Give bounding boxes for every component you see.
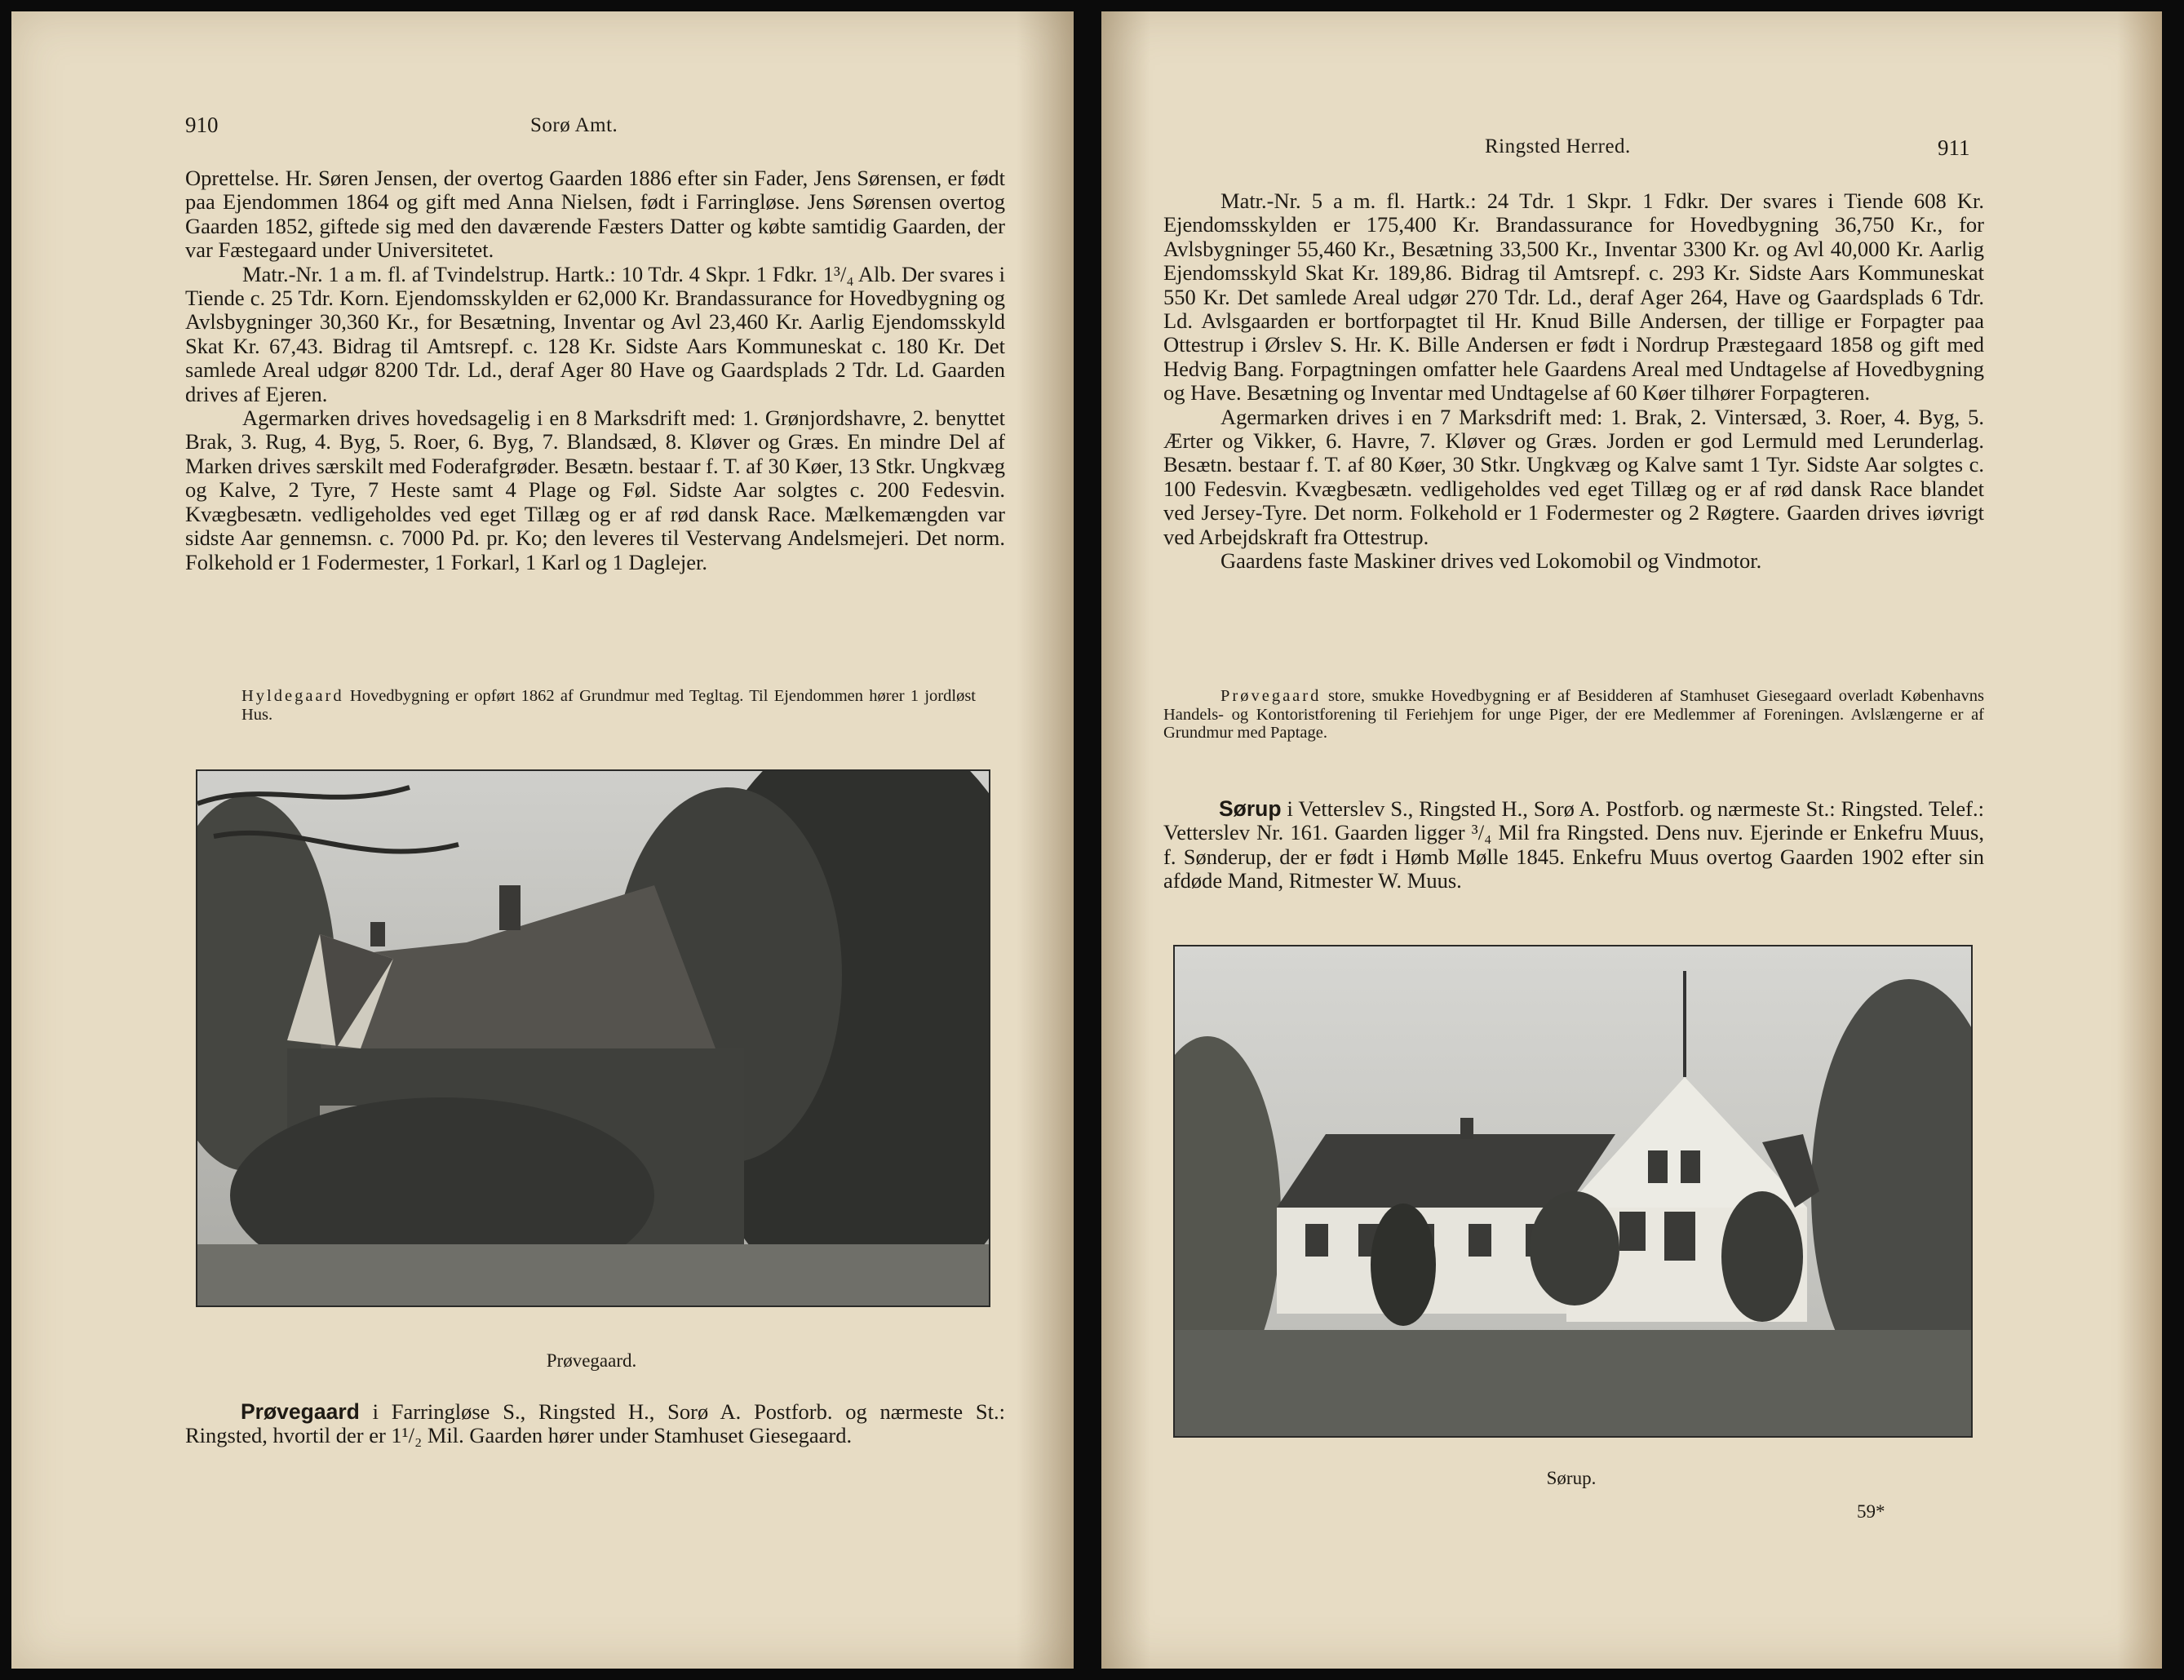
entry-name: Prøvegaard <box>241 1399 360 1424</box>
paragraph: Matr.-Nr. 1 a m. fl. af Tvindelstrup. Hartk.: 10 Tdr. 4 Skpr. 1 Fdkr. 1³/₄ Alb. Der svares i Tiende c. 25 Tdr. Korn. Ejendomsskylden er 62,000 Kr. Brandassurance for Hovedbygning og Avlsbygninger 30,360 Kr., for Besætning, Inventar og Avl 23,460 Kr. Aarlig Ejendomsskyld Skat Kr. 67,43. Bidrag til Amtsrepf. c. 128 Kr. Sidste Aars Kommuneskat c. 180 Kr. Det samlede Areal udgør 8200 Tdr. Ld., deraf Ager 80 Have og Gaardsplads 2 Tdr. Ld. Gaarden drives af Ejeren. <box>185 261 1005 406</box>
signature-mark: 59* <box>1857 1501 1885 1522</box>
photo-sorup <box>1173 945 1973 1438</box>
house-photo-image <box>197 771 989 1305</box>
paragraph: Oprettelse. Hr. Søren Jensen, der overtog Gaarden 1886 efter sin Fader, Jens Sørensen, er født paa Ejendommen 1864 og gift med Anna Nielsen, født i Farringløse. Jens Sørensen overtog Gaarden 1852, giftede sig med den daværende Fæsters Datter og købte samtidig Gaarden, der var Fæstegaard under Universitetet. <box>185 166 1005 263</box>
paragraph: Agermarken drives hovedsagelig i en 8 Marksdrift med: 1. Grønjordshavre, 2. benyttet Brak, 3. Rug, 4. Byg, 5. Roer, 6. Byg, 7. Blandsæd, 8. Kløver og Græs. En mindre Del af Marken drives særskilt med Foderafgrøder. Besætn. bestaar f. T. af 30 Køer, 13 Stkr. Ungkvæg og Kalve, 2 Tyre, 7 Heste samt 4 Plage og Føl. Sidste Aar solgtes c. 200 Fedesvin. Kvægbesætn. vedligeholdes ved eget Tillæg og er af rød dansk Race. Mælkemængden var sidste Aar gennemsn. c. 7000 Pd. pr. Ko; den leveres til Vestervang Andelsmejeri. Det norm. Folkehold er 1 Fodermester, 1 Forkarl, 1 Karl og 1 Daglejer. <box>185 406 1005 574</box>
note-name: Prøvegaard <box>1220 687 1322 705</box>
note-text: store, smukke Hovedbygning er af Besidderen af Stamhuset Giesegaard overladt Københavns Handels- og Kontoristforening til Feriehjem for unge Piger, der ere Medlemmer af Foreningen. Avlslængerne er af Grundmur med Paptage. <box>1163 687 1984 742</box>
main-text <box>1163 189 1984 574</box>
gutter-shadow <box>1017 11 1074 1669</box>
page-number: 911 <box>1938 135 1970 160</box>
paragraph: Matr.-Nr. 5 a m. fl. Hartk.: 24 Tdr. 1 Skpr. 1 Fdkr. Der svares i Tiende 608 Kr. Ejendomsskylden er 175,400 Kr. Brandassurance for Hovedbygning 36,750 Kr., for Avlsbygninger 55,460 Kr., Besætning 33,500 Kr., Inventar 3300 Kr. og Avl 40,000 Kr. Aarlig Ejendomsskyld Skat Kr. 189,86. Bidrag til Amtsrepf. c. 293 Kr. Sidste Aars Kommuneskat 550 Kr. Det samlede Areal udgør 270 Tdr. Ld., deraf Ager 264, Have og Gaardsplads 6 Tdr. Ld. Avlsgaarden er bortforpagtet til Hr. Knud Bille Andersen, der tillige er Forpagter paa Ottestrup i Ørslev S. Hr. K. Bille Andersen er født i Nordrup Præstegaard 1858 og gift med Hedvig Bang. Forpagtningen omfatter hele Gaardens Areal med Undtagelse af Hovedbygning og Have. Besætning og Inventar med Undtagelse af 60 Køer tilhører Forpagteren. <box>1163 188 1984 406</box>
note-name: Hyldegaard <box>241 687 344 705</box>
footnote <box>241 687 976 724</box>
photo-caption: Prøvegaard. <box>546 1350 637 1371</box>
footnote <box>1163 687 1984 742</box>
running-header: Sorø Amt. <box>530 114 618 136</box>
entry-sorup <box>1163 797 1984 893</box>
entry-name: Sørup <box>1219 796 1282 821</box>
right-page <box>1101 11 2162 1669</box>
entry-provegaard <box>185 1400 1005 1448</box>
main-text <box>185 166 1005 574</box>
running-header: Ringsted Herred. <box>1485 135 1631 157</box>
page-edge <box>2117 11 2162 1669</box>
page-number: 910 <box>185 113 219 137</box>
photo-provegaard <box>196 769 990 1307</box>
note-text: Hovedbygning er opført 1862 af Grundmur med Tegltag. Til Ejendommen hører 1 jordløst Hus. <box>241 687 976 724</box>
photo-caption: Sørup. <box>1546 1468 1597 1488</box>
entry-body: i Farringløse S., Ringsted H., Sorø A. Postforb. og nærmeste St.: Ringsted, hvortil der er 1¹/₂ Mil. Gaarden hører under Stamhuset Giesegaard. <box>185 1399 1005 1448</box>
gutter-shadow <box>1101 11 1150 1669</box>
paragraph: Gaardens faste Maskiner drives ved Lokomobil og Vindmotor. <box>1220 548 1762 574</box>
paragraph: Agermarken drives i en 7 Marksdrift med: 1. Brak, 2. Vintersæd, 3. Roer, 4. Byg, 5. Ærter og Vikker, 6. Havre, 7. Kløver og Græs. Jorden er god Lermuld med Lerunderlag. Besætn. bestaar f. T. af 80 Køer, 30 Stkr. Ungkvæg og Kalve samt 1 Tyr. Sidste Aar solgtes c. 100 Fedesvin. Kvægbesætn. vedligeholdes ved eget Tillæg og er af rød dansk Race blandet ved Jersey-Tyre. Det norm. Folkehold er 1 Fodermester og 2 Røgtere. Gaarden drives iøvrigt ved Arbejdskraft fra Ottestrup. <box>1163 404 1984 549</box>
manor-photo-image <box>1175 946 1971 1436</box>
entry-body: i Vetterslev S., Ringsted H., Sorø A. Postforb. og nærmeste St.: Ringsted. Telef.: Vetterslev Nr. 161. Gaarden ligger ³/₄ Mil fra Ringsted. Dens nuv. Ejerinde er Enkefru Muus, f. Sønderup, der er født i Hømb Mølle 1845. Enkefru Muus overtog Gaarden 1902 efter sin afdøde Mand, Ritmester W. Muus. <box>1163 796 1984 893</box>
left-page <box>11 11 1074 1669</box>
